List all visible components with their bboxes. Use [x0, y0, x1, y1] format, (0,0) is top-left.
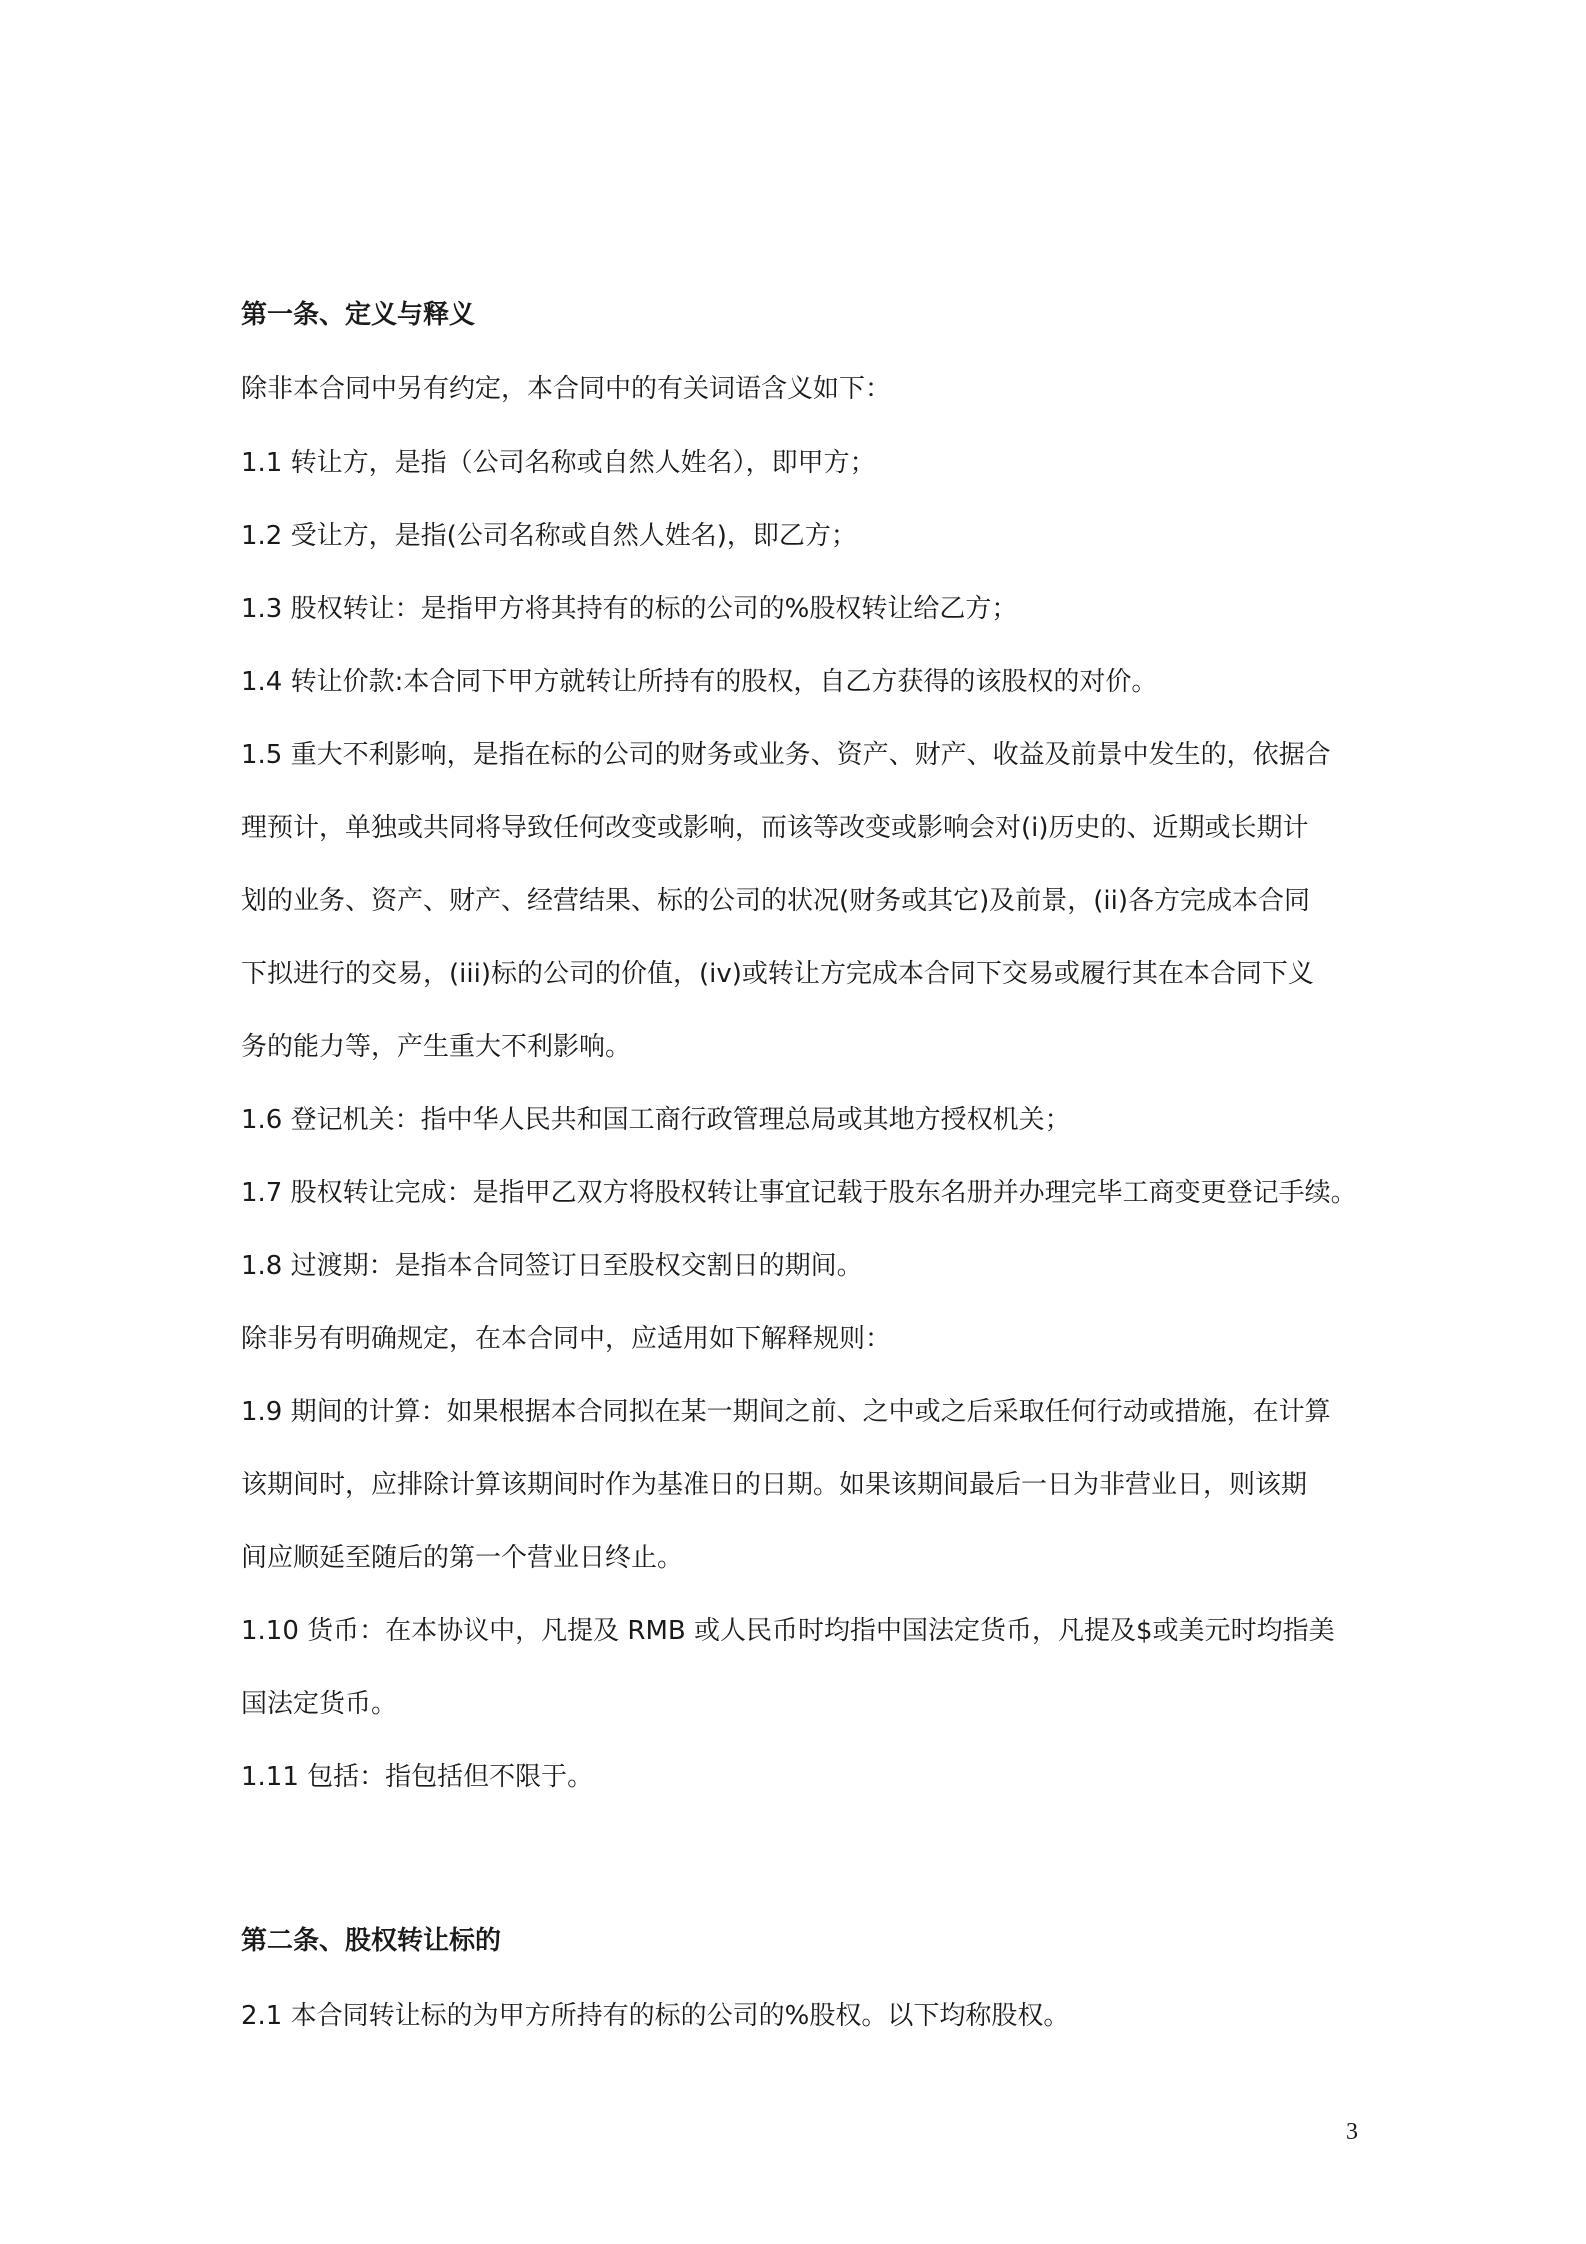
paragraph-line: 2.1 本合同转让标的为甲方所持有的标的公司的%股权。以下均称股权。 — [241, 2001, 1070, 2031]
paragraph-line: 该期间时，应排除计算该期间时作为基准日的日期。如果该期间最后一日为非营业日，则该期 — [241, 1470, 1308, 1500]
paragraph-line: 1.3 股权转让：是指甲方将其持有的标的公司的%股权转让给乙方； — [241, 594, 1018, 624]
paragraph-line: 国法定货币。 — [241, 1689, 398, 1719]
paragraph-line: 1.2 受让方，是指(公司名称或自然人姓名)，即乙方； — [241, 521, 857, 551]
section-1-intro: 除非本合同中另有约定，本合同中的有关词语含义如下： — [241, 374, 892, 404]
paragraph-line: 间应顺延至随后的第一个营业日终止。 — [241, 1543, 684, 1573]
paragraph-line: 1.10 货币：在本协议中，凡提及 RMB 或人民币时均指中国法定货币，凡提及$或美元时均指美 — [241, 1616, 1335, 1646]
paragraph-line: 务的能力等，产生重大不利影响。 — [241, 1032, 632, 1062]
paragraph-line: 划的业务、资产、财产、经营结果、标的公司的状况(财务或其它)及前景，(ii)各方完成本合同 — [241, 886, 1311, 916]
paragraph-line: 1.9 期间的计算：如果根据本合同拟在某一期间之前、之中或之后采取任何行动或措施，在计算 — [241, 1397, 1331, 1427]
paragraph-line: 除非另有明确规定，在本合同中，应适用如下解释规则： — [241, 1324, 892, 1354]
paragraph-line: 1.6 登记机关：指中华人民共和国工商行政管理总局或其地方授权机关； — [241, 1105, 1071, 1135]
section-2-heading: 第二条、股权转让标的 — [241, 1926, 502, 1956]
page-number: 3 — [1346, 2119, 1358, 2145]
paragraph-line: 1.5 重大不利影响，是指在标的公司的财务或业务、资产、财产、收益及前景中发生的，依据合 — [241, 740, 1331, 770]
paragraph-line: 理预计，单独或共同将导致任何改变或影响，而该等改变或影响会对(i)历史的、近期或长期计 — [241, 813, 1309, 843]
paragraph-line: 1.11 包括：指包括但不限于。 — [241, 1762, 594, 1792]
paragraph-line: 1.4 转让价款:本合同下甲方就转让所持有的股权，自乙方获得的该股权的对价。 — [241, 667, 1158, 697]
paragraph-line: 1.8 过渡期：是指本合同签订日至股权交割日的期间。 — [241, 1251, 863, 1281]
paragraph-line: 下拟进行的交易，(iii)标的公司的价值，(iv)或转让方完成本合同下交易或履行其在本合同下义 — [241, 959, 1314, 989]
section-1-heading: 第一条、定义与释义 — [241, 300, 476, 330]
paragraph-line: 1.7 股权转让完成：是指甲乙双方将股权转让事宜记载于股东名册并办理完毕工商变更登记手续。 — [241, 1178, 1357, 1208]
paragraph-line: 1.1 转让方，是指（公司名称或自然人姓名），即甲方； — [241, 448, 876, 478]
